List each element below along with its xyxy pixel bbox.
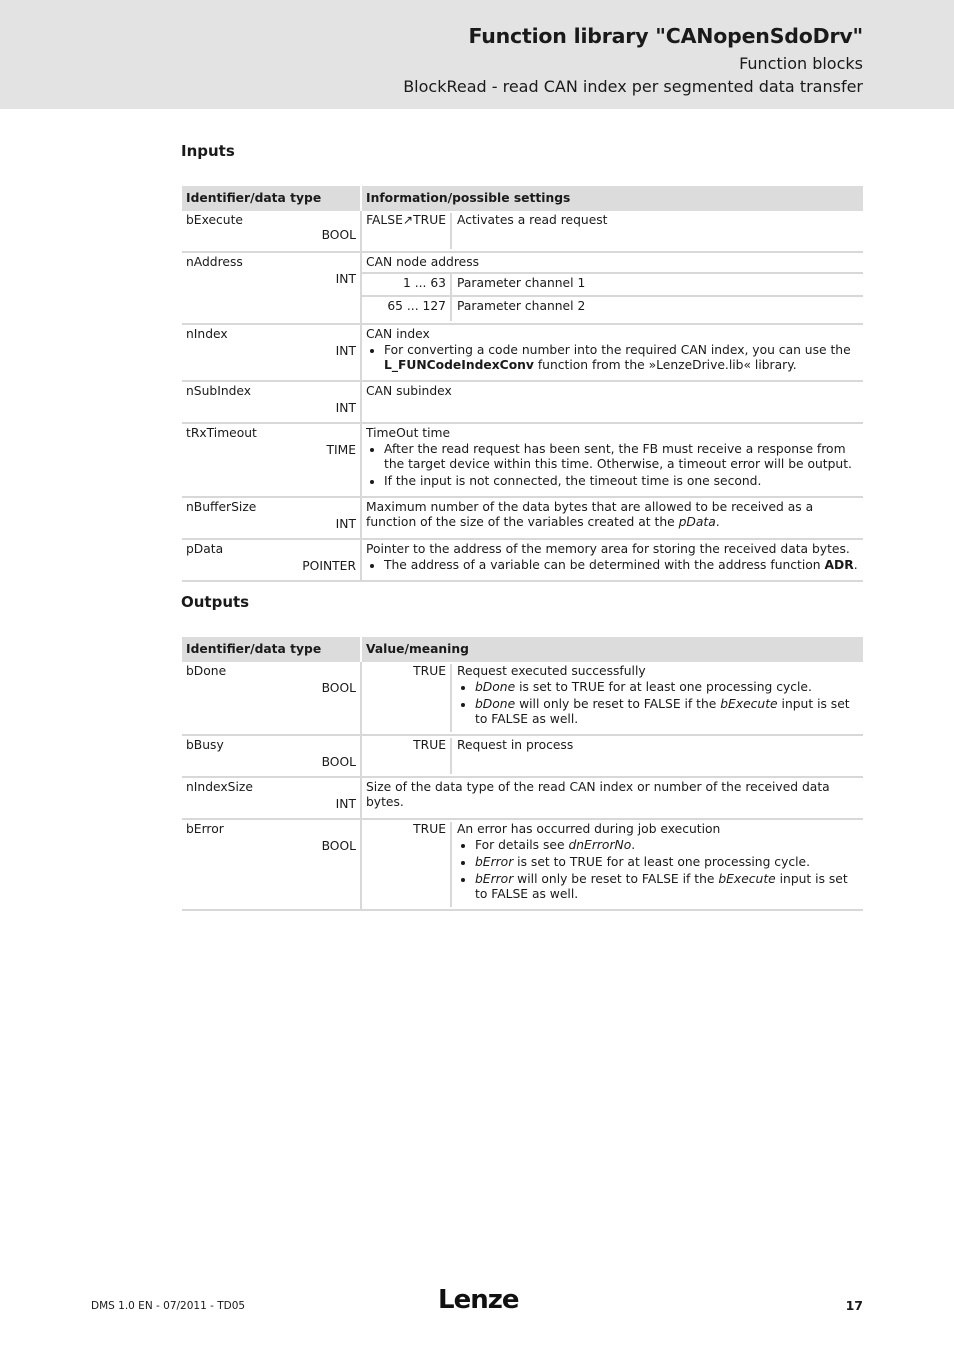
list-item: • If the input is not connected, the timeout time is one second.: [384, 474, 859, 489]
page-subtitle-chapter: Function blocks: [739, 54, 863, 73]
meaning-cell: Activates a read request: [457, 213, 608, 227]
document-id: DMS 1.0 EN - 07/2011 - TD05: [91, 1300, 246, 1312]
data-type: BOOL: [321, 228, 356, 242]
info-cell: [362, 325, 863, 380]
identifier-name: nIndex: [186, 327, 228, 341]
value-cell: 1 ... 63: [362, 274, 452, 295]
list-item: [384, 343, 859, 373]
meaning-cell: Parameter channel 1: [457, 276, 586, 290]
bullet-text: For converting a code number into the required CAN index, you can use the: [384, 343, 851, 357]
value-subrow: [362, 272, 863, 295]
table-row: [182, 778, 863, 820]
page-header: [0, 0, 954, 109]
meaning-cell: Parameter channel 2: [457, 299, 586, 313]
description-text: Maximum number of the data bytes that are allowed to be received as a function of the size of the variables created at the: [366, 500, 814, 529]
page-number: 17: [845, 1298, 863, 1313]
page-title: Function library "CANopenSdoDrv": [468, 24, 863, 48]
list-item: [475, 855, 863, 870]
info-description: Pointer to the address of the memory area for storing the received data bytes.: [366, 542, 850, 556]
list-item: • After the read request has been sent, the FB must receive a response from the target device within this time. Otherwise, a timeout error will be output.: [384, 442, 859, 472]
bullet-text: input is set to FALSE as well.: [475, 697, 850, 726]
identifier-cell: [182, 424, 362, 496]
identifier-name: bDone: [186, 664, 227, 678]
variable-name: bDone: [475, 680, 516, 694]
data-type: INT: [335, 272, 356, 286]
info-cell: [362, 253, 863, 323]
info-description: Size of the data type of the read CAN index or number of the received data bytes.: [366, 780, 830, 809]
bullet-text: will only be reset to FALSE if the: [515, 697, 721, 711]
identifier-name: nIndexSize: [186, 780, 253, 794]
identifier-cell: [182, 778, 362, 818]
bullet-list: [457, 838, 863, 902]
bullet-list: [457, 680, 863, 727]
meaning-cell: [452, 822, 863, 907]
table-header-row: [182, 186, 863, 211]
bullet-list: [366, 343, 859, 373]
bullet-text: is set to TRUE for at least one processing cycle.: [515, 680, 812, 694]
data-type: BOOL: [321, 755, 356, 769]
column-header-identifier: Identifier/data type: [182, 186, 362, 211]
identifier-cell: [182, 253, 362, 323]
column-header-identifier: Identifier/data type: [182, 637, 362, 662]
identifier-cell: [182, 540, 362, 580]
value-subrow: [362, 738, 863, 774]
value-cell: 65 ... 127: [362, 297, 452, 321]
column-header-info: Information/possible settings: [366, 191, 571, 205]
list-item: [475, 680, 863, 695]
info-description: CAN subindex: [366, 384, 452, 398]
data-type: BOOL: [321, 681, 356, 695]
list-item: [475, 838, 863, 853]
identifier-name: pData: [186, 542, 224, 556]
identifier-name: bError: [186, 822, 224, 836]
bullet-text: For details see: [475, 838, 569, 852]
table-header-row: [182, 637, 863, 662]
outputs-table: [182, 637, 863, 911]
column-header-value: Value/meaning: [366, 642, 469, 656]
table-row: [182, 540, 863, 582]
variable-name: bError: [475, 872, 514, 886]
variable-name: bExecute: [718, 872, 776, 886]
identifier-cell: [182, 820, 362, 909]
value-cell: TRUE: [362, 738, 452, 774]
table-row: [182, 325, 863, 382]
identifier-cell: [182, 382, 362, 422]
table-row: [182, 662, 863, 736]
variable-name: bDone: [475, 697, 516, 711]
page-subtitle-section: BlockRead - read CAN index per segmented data transfer: [403, 77, 863, 96]
meaning-description: An error has occurred during job execution: [457, 822, 721, 836]
variable-name: pData: [678, 515, 716, 529]
identifier-name: bExecute: [186, 213, 243, 227]
description-text: .: [715, 515, 720, 529]
value-subrow: [362, 213, 863, 249]
info-cell: [362, 424, 863, 496]
info-cell: [362, 211, 863, 251]
data-type: INT: [335, 517, 356, 531]
info-cell: [362, 498, 863, 538]
info-description: CAN node address: [366, 255, 480, 269]
identifier-cell: [182, 498, 362, 538]
function-name: ADR: [824, 558, 854, 572]
identifier-cell: [182, 736, 362, 776]
table-row: [182, 382, 863, 424]
variable-name: dnErrorNo: [568, 838, 632, 852]
meaning-cell: Request in process: [457, 738, 574, 752]
table-row: [182, 424, 863, 498]
bullet-text: The address of a variable can be determined with the address function: [384, 558, 825, 572]
outputs-heading: Outputs: [181, 593, 250, 611]
table-row: [182, 498, 863, 540]
info-cell: [362, 778, 863, 818]
bullet-list: [366, 558, 859, 573]
variable-name: bError: [475, 855, 514, 869]
bullet-text: .: [853, 558, 858, 572]
list-item: [475, 872, 863, 902]
info-cell: [362, 736, 863, 776]
bullet-text: will only be reset to FALSE if the: [513, 872, 719, 886]
data-type: BOOL: [321, 839, 356, 853]
identifier-name: nSubIndex: [186, 384, 252, 398]
info-description: [366, 500, 859, 530]
identifier-name: bBusy: [186, 738, 224, 752]
bullet-text: function from the »LenzeDrive.lib« library.: [533, 358, 797, 372]
data-type: INT: [335, 797, 356, 811]
info-description: CAN index: [366, 327, 430, 341]
table-row: [182, 820, 863, 911]
list-item: [475, 697, 863, 727]
identifier-cell: [182, 211, 362, 251]
data-type: POINTER: [302, 559, 356, 573]
meaning-cell: [452, 664, 863, 732]
value-subrow: [362, 664, 863, 732]
data-type: INT: [335, 401, 356, 415]
bullet-text: .: [631, 838, 636, 852]
identifier-name: nBufferSize: [186, 500, 257, 514]
data-type: TIME: [326, 443, 356, 457]
table-row: [182, 211, 863, 253]
table-row: [182, 253, 863, 325]
value-subrow: [362, 822, 863, 907]
bullet-list: [366, 442, 859, 489]
info-cell: [362, 382, 863, 422]
value-cell: FALSE↗TRUE: [362, 213, 452, 249]
info-cell: [362, 662, 863, 734]
meaning-description: Request executed successfully: [457, 664, 646, 678]
identifier-cell: [182, 325, 362, 380]
inputs-table: [182, 186, 863, 582]
info-description: TimeOut time: [366, 426, 451, 440]
list-item: [384, 558, 859, 573]
function-name: L_FUNCodeIndexConv: [384, 358, 534, 372]
variable-name: bExecute: [720, 697, 778, 711]
lenze-logo: Lenze: [438, 1285, 519, 1315]
info-cell: [362, 540, 863, 580]
inputs-heading: Inputs: [181, 142, 235, 160]
value-subrow: [362, 295, 863, 321]
identifier-cell: [182, 662, 362, 734]
value-cell: TRUE: [362, 664, 452, 732]
identifier-name: nAddress: [186, 255, 243, 269]
data-type: INT: [335, 344, 356, 358]
info-cell: [362, 820, 863, 909]
identifier-name: tRxTimeout: [186, 426, 257, 440]
value-cell: TRUE: [362, 822, 452, 907]
bullet-text: input is set to FALSE as well.: [475, 872, 848, 901]
table-row: [182, 736, 863, 778]
bullet-text: is set to TRUE for at least one processing cycle.: [513, 855, 810, 869]
